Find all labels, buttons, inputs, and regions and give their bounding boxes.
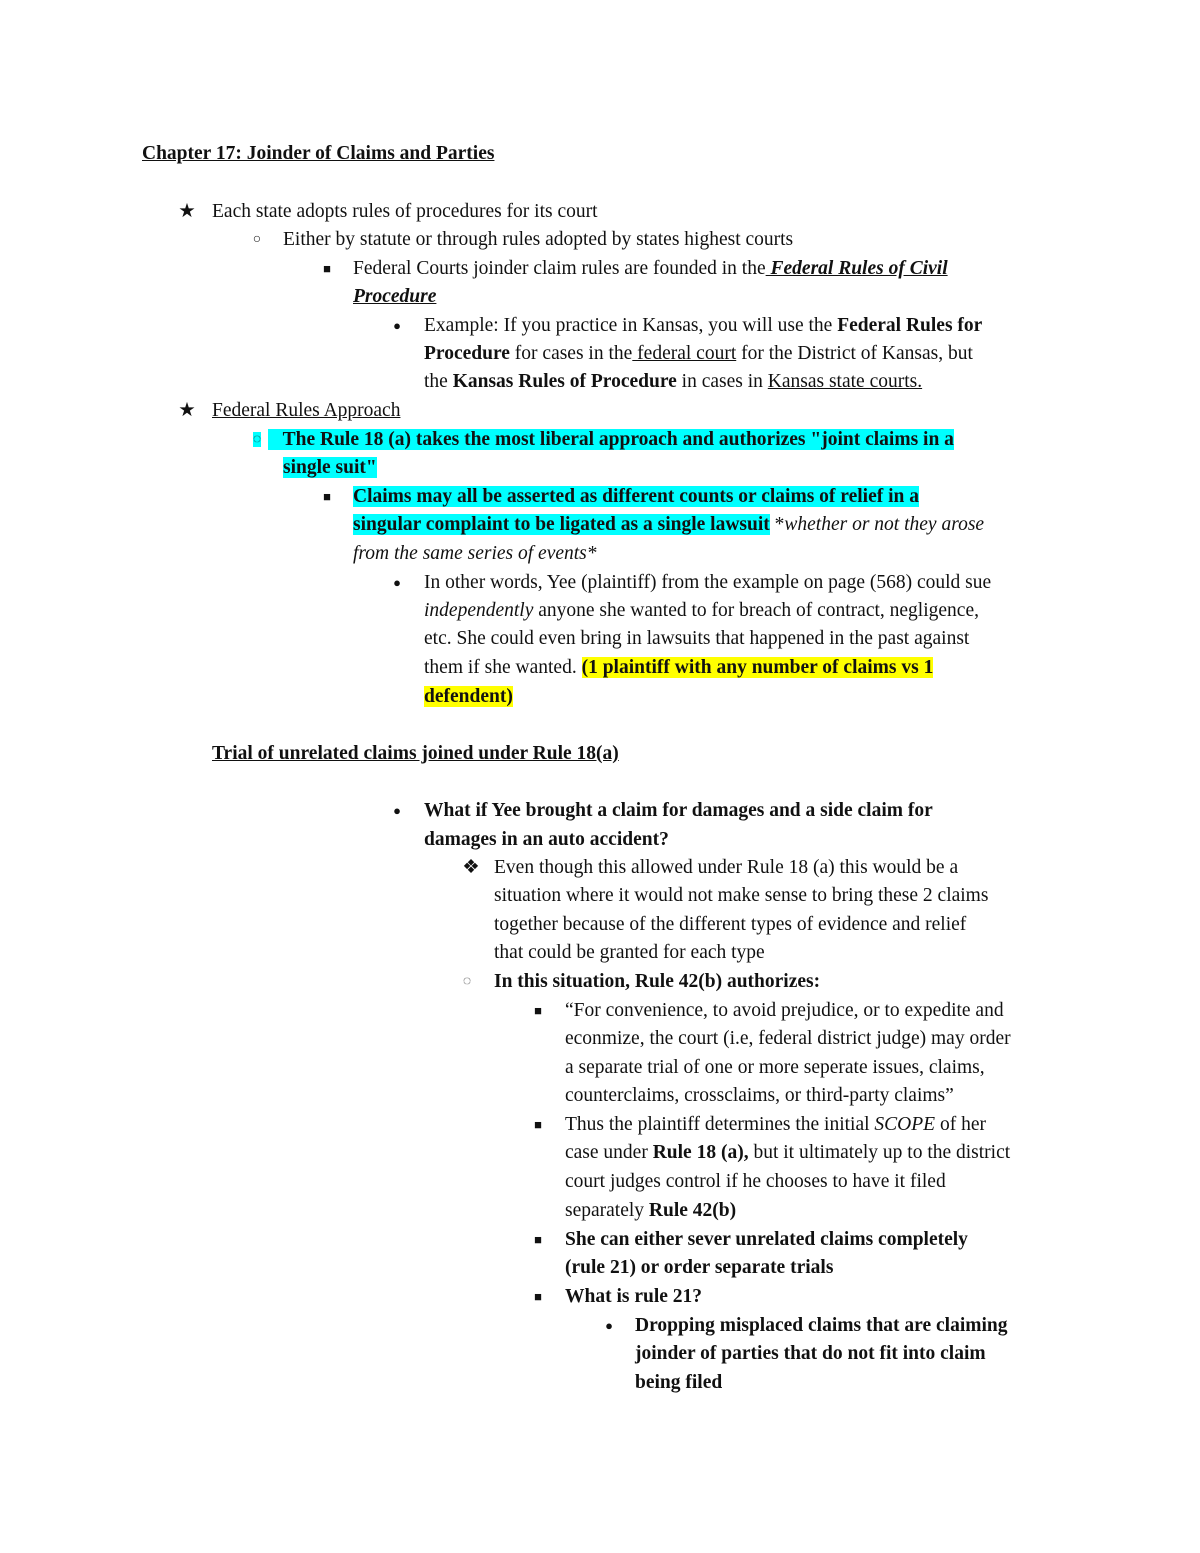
even-though-line-1: Even though this allowed under Rule 18 (a) this would be a: [494, 857, 959, 878]
quote-line-1: “For convenience, to avoid prejudice, or to expedite and: [565, 1000, 1004, 1021]
dot-bullet: ●: [393, 575, 401, 590]
star-bullet: ★: [178, 201, 196, 222]
square-bullet: ■: [323, 489, 331, 504]
dropping-line-2: joinder of parties that do not fit into claim: [635, 1343, 986, 1364]
dropping-line-1: Dropping misplaced claims that are claiming: [635, 1315, 1008, 1336]
sever-line-2: (rule 21) or order separate trials: [565, 1257, 834, 1278]
thus-line-4: separately Rule 42(b): [565, 1200, 737, 1221]
dot-bullet: ●: [393, 318, 401, 333]
dotted-circle-bullet: ◌: [252, 432, 262, 447]
dotted-circle-bullet: ◌: [462, 974, 472, 989]
rule42-intro: In this situation, Rule 42(b) authorizes:: [494, 971, 821, 992]
square-bullet: ■: [323, 261, 331, 276]
chapter-heading: Chapter 17: Joinder of Claims and Parties: [142, 143, 495, 164]
federal-rules-approach-title: Federal Rules Approach: [212, 400, 401, 421]
rule18-line-2: single suit": [283, 457, 377, 478]
square-bullet: ■: [534, 1117, 542, 1132]
other-words-line-3: etc. She could even bring in lawsuits that happened in the past against: [424, 628, 970, 649]
other-words-line-1: In other words, Yee (plaintiff) from the example on page (568) could sue: [424, 572, 992, 593]
question-line-2: damages in an auto accident?: [424, 829, 669, 850]
square-bullet: ■: [534, 1232, 542, 1247]
question-line-1: What if Yee brought a claim for damages and a side claim for: [424, 800, 933, 821]
claims-line-1: Claims may all be asserted as different counts or claims of relief in a: [353, 486, 919, 507]
list-item-statute: Either by statute or through rules adopted by states highest courts: [283, 229, 794, 250]
circle-bullet: ○: [252, 232, 262, 247]
even-though-line-2: situation where it would not make sense to bring these 2 claims: [494, 885, 989, 906]
list-item-federal-courts: Federal Courts joinder claim rules are founded in the Federal Rules of Civil: [353, 258, 948, 279]
frcp-link-continued: Procedure: [353, 286, 437, 307]
thus-line-1: Thus the plaintiff determines the initial SCOPE of her: [565, 1114, 986, 1135]
thus-line-2: case under Rule 18 (a), but it ultimately up to the district: [565, 1142, 1011, 1163]
other-words-line-4: them if she wanted. (1 plaintiff with any number of claims vs 1: [424, 657, 934, 678]
what-is-rule21: What is rule 21?: [565, 1286, 703, 1307]
quote-line-4: counterclaims, crossclaims, or third-party claims”: [565, 1085, 954, 1106]
list-item-state-rules: Each state adopts rules of procedures for its court: [212, 201, 598, 222]
even-though-line-4: that could be granted for each type: [494, 942, 765, 963]
claims-line-3: from the same series of events*: [353, 543, 597, 564]
example-line-3: the Kansas Rules of Procedure in cases in Kansas state courts.: [424, 371, 923, 392]
claims-line-2: singular complaint to be ligated as a single lawsuit *whether or not they arose: [353, 514, 985, 535]
square-bullet: ■: [534, 1289, 542, 1304]
other-words-line-5: defendent): [424, 686, 513, 707]
example-line-2: Procedure for cases in the federal court for the District of Kansas, but: [424, 343, 973, 364]
frcp-link: Federal Rules of Civil: [765, 258, 948, 279]
sever-line-1: She can either sever unrelated claims completely: [565, 1229, 968, 1250]
example-line-1: Example: If you practice in Kansas, you will use the Federal Rules for: [424, 315, 983, 336]
rule18-line-1: The Rule 18 (a) takes the most liberal approach and authorizes "joint claims in a: [268, 426, 954, 454]
dot-bullet: ●: [605, 1318, 613, 1333]
other-words-line-2: independently anyone she wanted to for breach of contract, negligence,: [424, 600, 979, 621]
thus-line-3: court judges control if he chooses to have it filed: [565, 1171, 946, 1192]
quote-line-2: econmize, the court (i.e, federal district judge) may order: [565, 1028, 1011, 1049]
diamond-bullet: ❖: [462, 857, 480, 878]
dropping-line-3: being filed: [635, 1372, 723, 1393]
square-bullet: ■: [534, 1003, 542, 1018]
even-though-line-3: together because of the different types of evidence and relief: [494, 914, 967, 935]
dot-bullet: ●: [393, 803, 401, 818]
star-bullet: ★: [178, 400, 196, 421]
quote-line-3: a separate trial of one or more seperate issues, claims,: [565, 1057, 985, 1078]
trial-section-heading: Trial of unrelated claims joined under Rule 18(a): [212, 743, 619, 764]
